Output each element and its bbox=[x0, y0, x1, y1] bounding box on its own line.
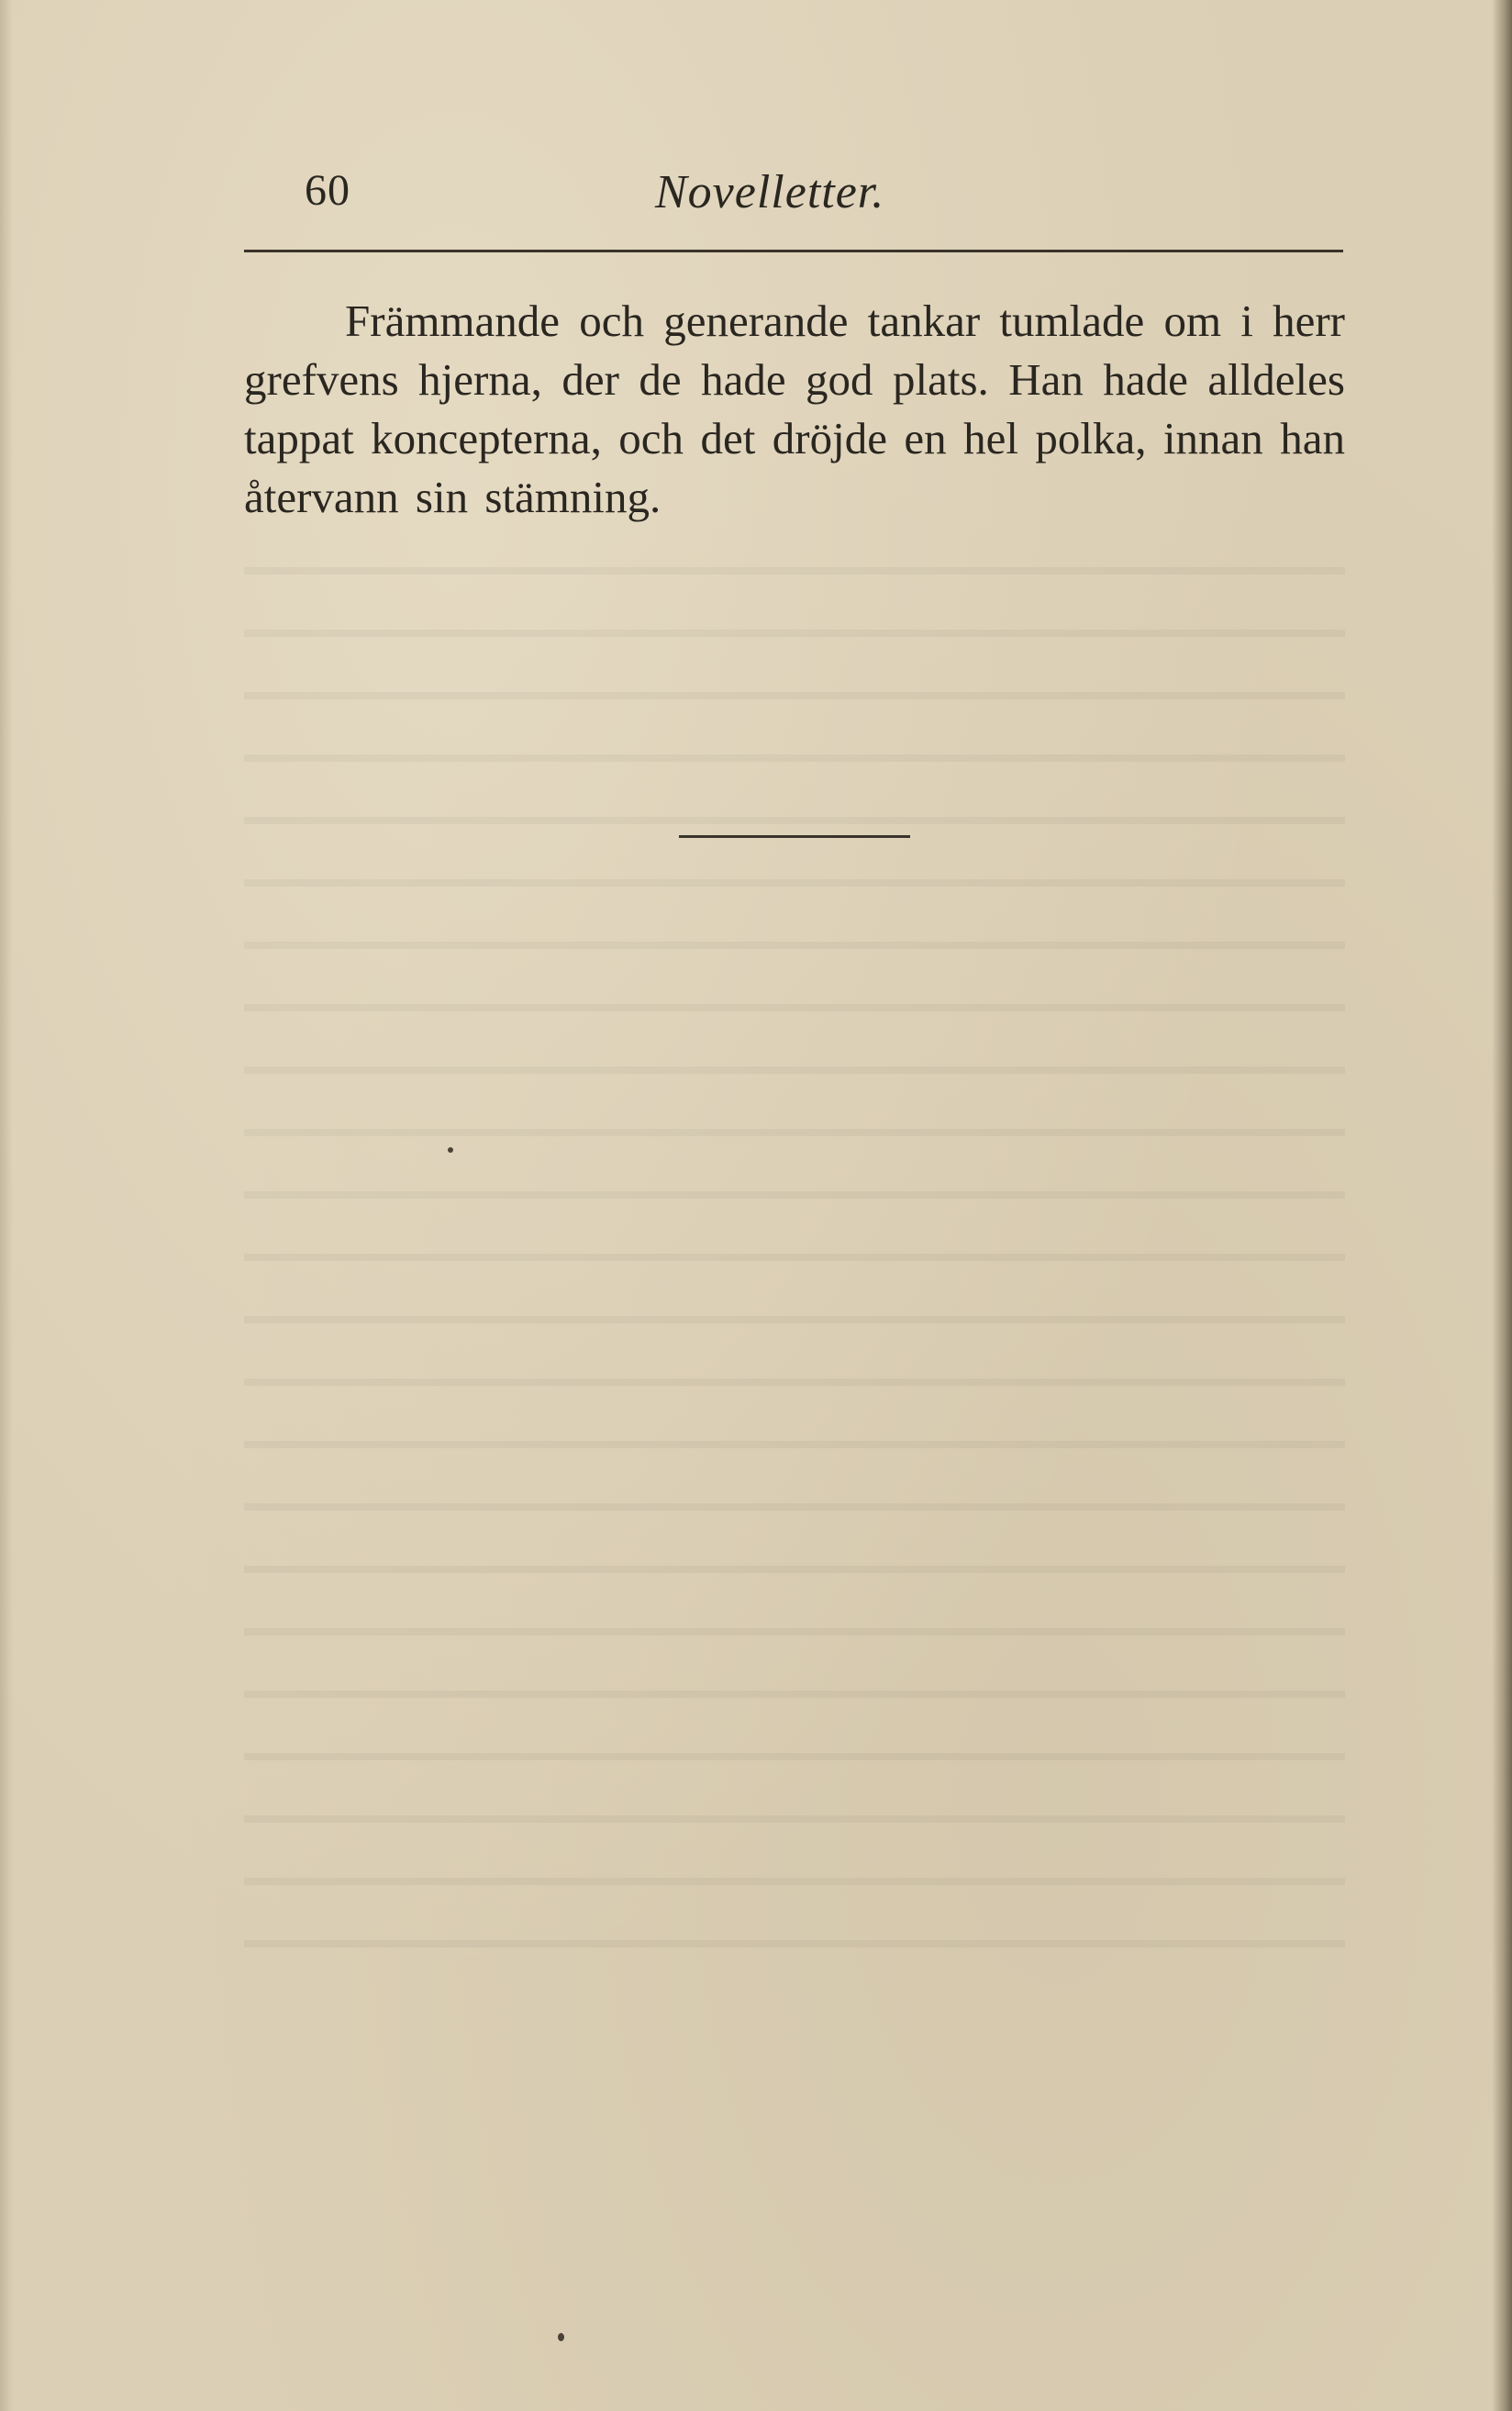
ink-speck bbox=[558, 2333, 564, 2341]
header-rule bbox=[244, 250, 1343, 252]
section-end-rule bbox=[679, 835, 910, 838]
body-paragraph: Främmande och generande tankar tumlade om i herr grefvens hjerna, der de hade god plats. Han hade alldeles tappat koncepterna, och det dröjde en hel polka, innan han återvann sin stämning. bbox=[244, 296, 1345, 522]
running-title: Novelletter. bbox=[655, 166, 885, 218]
ink-speck bbox=[448, 1147, 453, 1153]
show-through-text bbox=[244, 532, 1345, 2001]
page-left-shadow bbox=[0, 0, 13, 2411]
running-header bbox=[242, 165, 1343, 229]
page-binding-edge bbox=[1492, 0, 1512, 2411]
page-number: 60 bbox=[305, 166, 350, 215]
